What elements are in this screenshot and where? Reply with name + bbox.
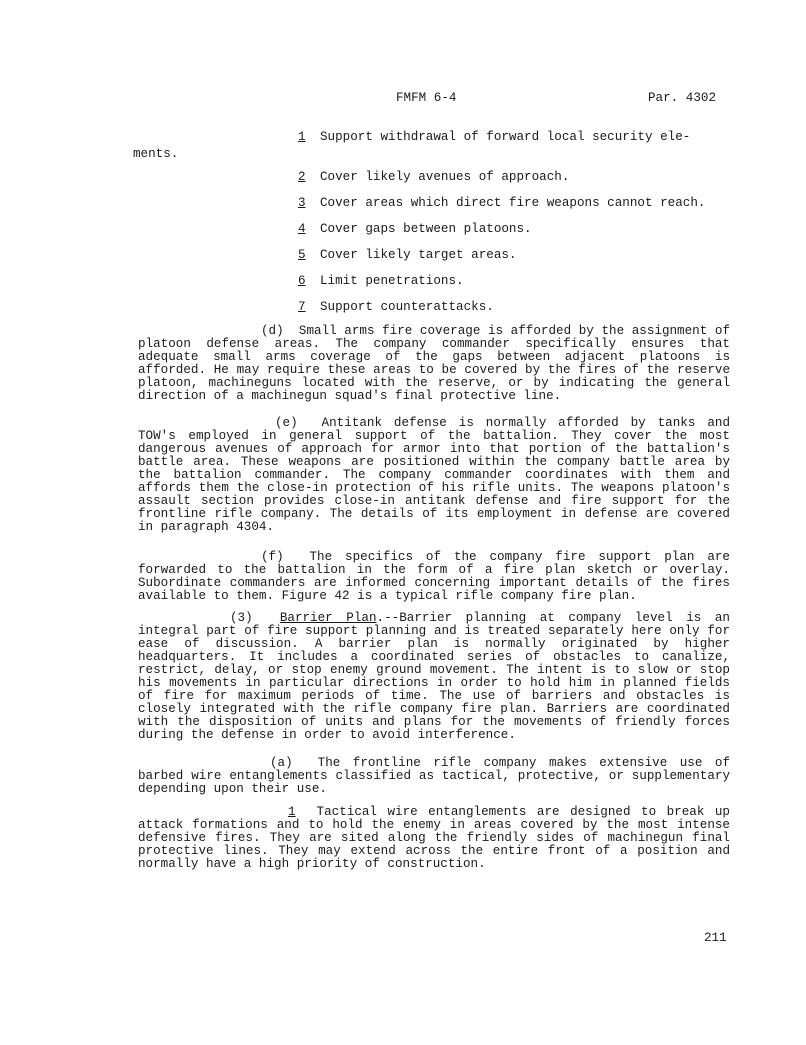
- paragraph-label: (f): [261, 550, 284, 564]
- list-number: 3: [298, 196, 306, 210]
- paragraph-a: [138, 757, 730, 796]
- paragraph-label: (a): [270, 756, 293, 770]
- paragraph-reference: Par. 4302: [648, 91, 717, 105]
- list-number: 5: [298, 248, 306, 262]
- paragraph-tactical-wire: [138, 806, 730, 871]
- list-text: Support counterattacks.: [320, 300, 494, 314]
- list-item: [298, 249, 517, 262]
- paragraph-text: .--Barrier planning at company level is an integral part of fire support planning and is treated separately here only for ease of discussion. A barrier plan is normally originated by higher headquarters. It includes a coordinated series of obstacles to canalize, restrict, delay, or stop enemy ground movement. The intent is to slow or stop his movements in particular directions in order to hold him in planned fields of fire for maximum periods of time. The use of barriers and obstacles is closely integrated with the rifle company fire plan. Barriers are coordinated with the disposition of units and plans for the movements of friendly forces during the defense in order to avoid interference.: [138, 611, 730, 742]
- list-text: Support withdrawal of forward local security ele-: [320, 130, 691, 144]
- document-id: FMFM 6-4: [396, 91, 457, 105]
- list-text: Cover areas which direct fire weapons cannot reach.: [320, 196, 706, 210]
- list-item: [298, 197, 705, 210]
- paragraph-text: Antitank defense is normally afforded by tanks and TOW's employed in general support of the battalion. They cover the most dangerous avenues of approach for armor into that portion of the battalion's battle area. These weapons are positioned within the company battle area by the battalion commander. The company commander coordinates with them and affords them the close-in protection of his rifle units. The weapons platoon's assault section provides close-in antitank defense and fire support for the frontline rifle company. The details of its employment in defense are covered in paragraph 4304.: [138, 416, 730, 534]
- section-title: Barrier Plan: [279, 611, 377, 625]
- page-number: 211: [704, 931, 727, 945]
- list-number: 4: [298, 222, 306, 236]
- paragraph-text: The specifics of the company fire support plan are forwarded to the battalion in the form of a fire plan sketch or overlay. Subordinate commanders are informed concerning important details of the fires available to them. Figure 42 is a typical rifle company fire plan.: [138, 550, 730, 603]
- list-number: 7: [298, 300, 306, 314]
- paragraph-label: (e): [275, 416, 298, 430]
- paragraph-label: 1: [288, 805, 296, 819]
- paragraph-f: [138, 551, 730, 603]
- paragraph-text: Small arms fire coverage is afforded by the assignment of platoon defense areas. The company commander specifically ensures that adequate small arms coverage of the gaps between adjacent platoons is afforded. He may require these areas to be covered by the fires of the reserve platoon, machineguns located with the reserve, or by indicating the general direction of a machinegun squad's final protective line.: [138, 324, 730, 403]
- list-item: [298, 301, 494, 314]
- list-text: Limit penetrations.: [320, 274, 464, 288]
- paragraph-label: (d): [261, 324, 284, 338]
- paragraph-barrier-plan: [138, 612, 730, 742]
- paragraph-d: [138, 325, 730, 403]
- list-item: [298, 223, 532, 236]
- list-continuation: ments.: [133, 147, 179, 161]
- paragraph-text: The frontline rifle company makes extensive use of barbed wire entanglements classified as tactical, protective, or supplementary depending upon their use.: [138, 756, 730, 796]
- paragraph-text: Tactical wire entanglements are designed to break up attack formations and to hold the enemy in areas covered by the most intense defensive fires. They are sited along the friendly sides of machinegun final protective lines. They may extend across the entire front of a position and normally have a high priority of construction.: [138, 805, 730, 871]
- list-number: 1: [298, 130, 306, 144]
- list-text: Cover likely avenues of approach.: [320, 170, 570, 184]
- list-number: 6: [298, 274, 306, 288]
- paragraph-label: (3): [230, 611, 253, 625]
- paragraph-e: [138, 417, 730, 534]
- list-text: Cover likely target areas.: [320, 248, 517, 262]
- list-item: [298, 131, 690, 144]
- list-text: Cover gaps between platoons.: [320, 222, 532, 236]
- list-number: 2: [298, 170, 306, 184]
- list-item: [298, 171, 569, 184]
- list-item: [298, 275, 464, 288]
